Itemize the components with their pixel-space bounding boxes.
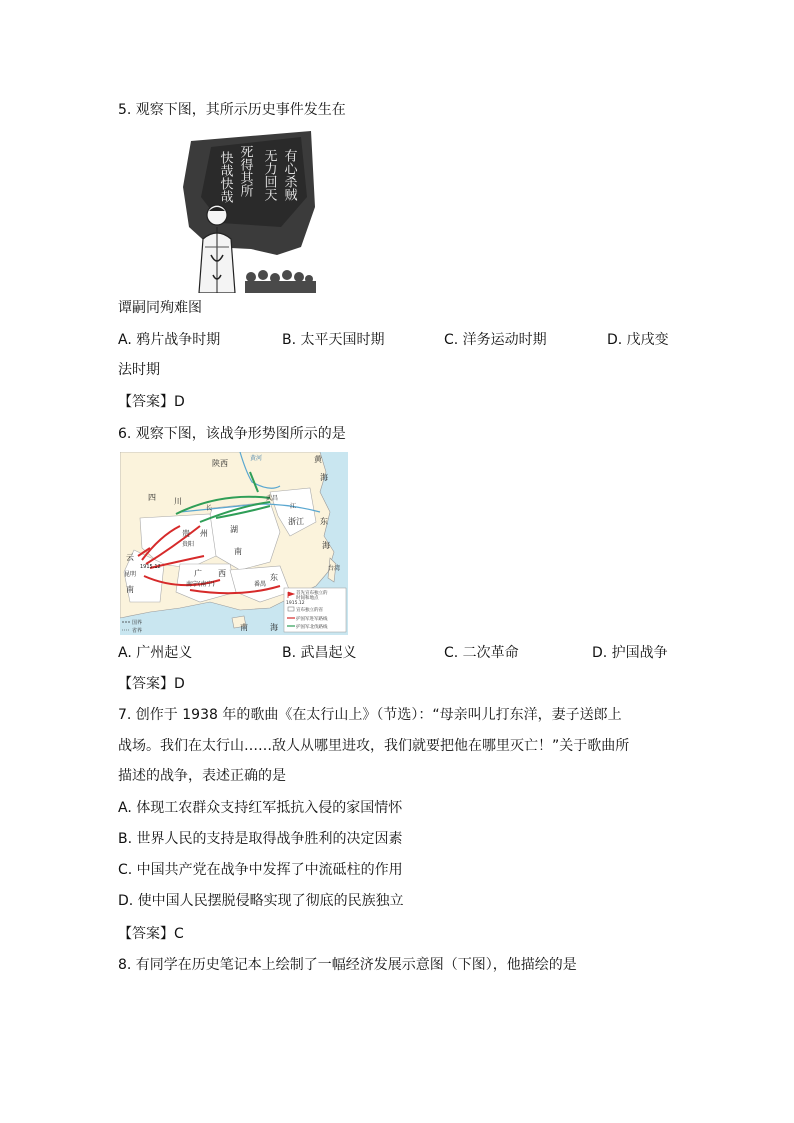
map-label-fanyu: 番禺 [254, 581, 267, 588]
calligraphy-line-3: 死得其所 [237, 145, 253, 197]
q5-option-b: B. 太平天国时期 [282, 332, 385, 348]
q6-stem: 6. 观察下图，该战争形势图所示的是 [118, 426, 346, 442]
map-label-hu: 湖 [230, 525, 238, 534]
map-label-zhou: 州 [200, 529, 208, 538]
map-label-huang: 黄 [314, 455, 322, 464]
legend-guojie: 国界 [132, 620, 143, 626]
map-label-shaanxi: 陕西 [212, 459, 228, 468]
map-label-huanghe: 黄河 [250, 455, 263, 462]
q6-option-c: C. 二次革命 [444, 645, 519, 661]
map-label-nan2: 南 [126, 585, 134, 594]
map-label-hai1: 海 [320, 473, 328, 482]
map-label-gui: 贵 [182, 529, 190, 538]
map-label-xi: 西 [218, 569, 226, 578]
legend-item-1: 首先宣布独立的 [296, 591, 328, 596]
map-label-dong2: 东 [270, 573, 278, 582]
q5-figure-tan-sitong [181, 127, 316, 293]
map-label-taiwan: 台湾 [328, 565, 341, 572]
calligraphy-line-2: 无力回天 [261, 149, 277, 201]
map-label-wuchang: 武昌 [266, 495, 279, 502]
q5-option-a: A. 鸦片战争时期 [118, 332, 221, 348]
legend-item-3: 护国军进军路线 [296, 617, 328, 622]
legend-item-2: 宣布独立的省 [296, 608, 323, 613]
q7-stem-line-2: 战场。我们在太行山……敌人从哪里进攻，我们就要把他在哪里灭亡！”关于歌曲所 [118, 738, 630, 754]
map-label-yun: 云 [126, 553, 134, 562]
q6-option-d: D. 护国战争 [592, 645, 668, 661]
map-label-nanhai2: 海 [270, 623, 278, 632]
q6-war-map [120, 452, 348, 635]
calligraphy-line-4: 快哉快哉 [217, 151, 233, 203]
map-label-chuan: 川 [174, 497, 182, 506]
map-label-kunming: 昆明 [124, 571, 137, 578]
q5-option-d-wrap: 法时期 [118, 362, 160, 378]
q7-answer: 【答案】C [118, 926, 184, 942]
map-label-zhejiang: 浙江 [288, 517, 304, 526]
map-label-dong1: 东 [320, 517, 328, 526]
q7-stem-line-3: 描述的战争，表述正确的是 [118, 768, 286, 784]
map-label-jiang: 江 [290, 503, 297, 510]
q8-stem: 8. 有同学在历史笔记本上绘制了一幅经济发展示意图（下图），他描绘的是 [118, 957, 577, 973]
map-label-guang: 广 [194, 569, 202, 578]
q6-option-a: A. 广州起义 [118, 645, 193, 661]
q7-option-a: A. 体现工农群众支持红军抵抗入侵的家国情怀 [118, 800, 403, 816]
q5-answer: 【答案】D [118, 394, 185, 410]
map-label-nan: 南 [234, 547, 242, 556]
map-label-chang: 长 [206, 505, 213, 512]
legend-shengjie: 省界 [132, 628, 143, 634]
q6-answer: 【答案】D [118, 676, 185, 692]
map-label-date1: 1915.12 [140, 564, 161, 570]
q5-caption: 谭嗣同殉难图 [118, 300, 202, 316]
map-label-si: 四 [148, 493, 156, 502]
legend-item-4: 护国军北伐路线 [296, 625, 328, 630]
calligraphy-line-1: 有心杀贼 [281, 149, 297, 201]
q7-option-d: D. 使中国人民摆脱侵略实现了彻底的民族独立 [118, 893, 404, 909]
map-label-nanhai: 南 [240, 623, 248, 632]
q5-stem: 5. 观察下图，其所示历史事件发生在 [118, 102, 346, 118]
q7-option-c: C. 中国共产党在战争中发挥了中流砥柱的作用 [118, 862, 403, 878]
map-label-guiyang: 贵阳 [182, 541, 195, 548]
map-label-hai2: 海 [322, 541, 330, 550]
q6-option-b: B. 武昌起义 [282, 645, 357, 661]
q5-option-c: C. 洋务运动时期 [444, 332, 547, 348]
q5-option-d: D. 戊戌变 [607, 332, 669, 348]
map-label-nanning: 南宁(南宁) [186, 581, 215, 588]
legend-date: 1915.12 [286, 601, 305, 606]
q7-option-b: B. 世界人民的支持是取得战争胜利的决定因素 [118, 831, 403, 847]
legend-item-1b: 时间和地点 [296, 596, 319, 601]
q7-stem-line-1: 7. 创作于 1938 年的歌曲《在太行山上》（节选）：“母亲叫儿打东洋，妻子送郎上 [118, 707, 622, 723]
